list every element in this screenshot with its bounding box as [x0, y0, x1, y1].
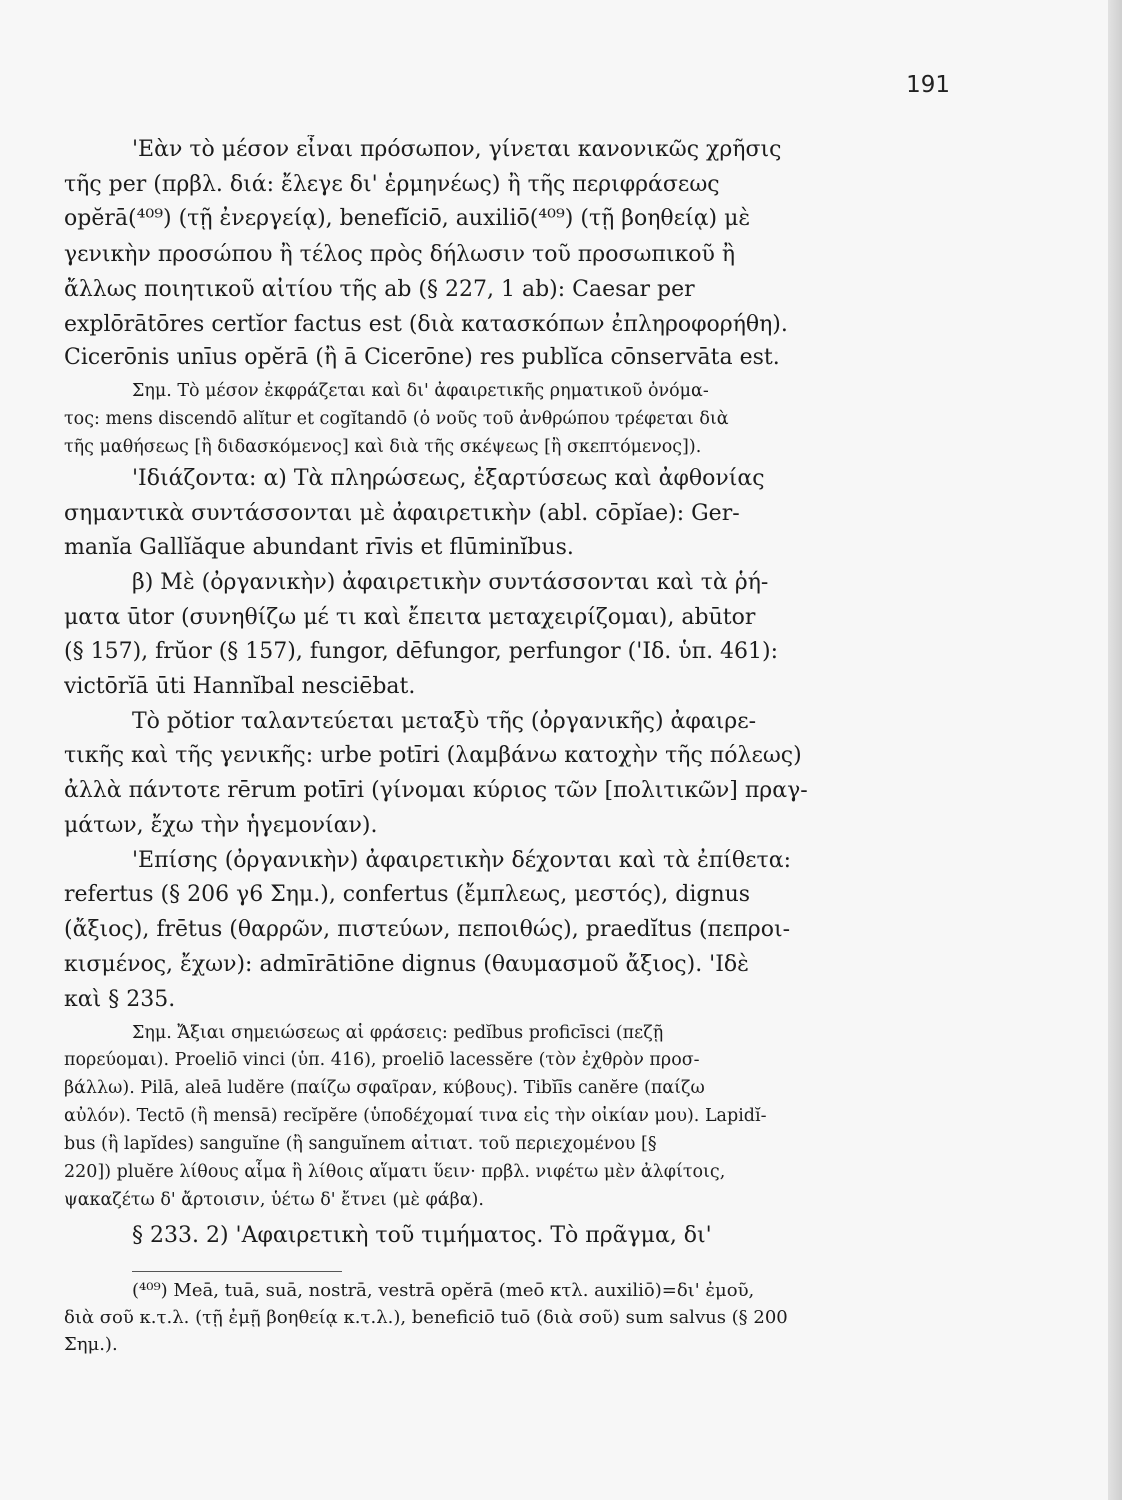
note-line: Σημ. Ἄξιαι σημειώσεως αἱ φράσεις: pedĭbus proficīsci (πεζῇ — [132, 1023, 664, 1043]
text-line: καὶ § 235. — [64, 987, 176, 1012]
note-line: ψακαζέτω δ' ἄρτοισιν, ὑέτω δ' ἔτνει (μὲ φάβα). — [64, 1190, 484, 1210]
note-line: 220]) pluĕre λίθους αἷμα ἢ λίθοις αἵματι ὕειν· πρβλ. νιφέτω μὲν ἀλφίτοις, — [64, 1162, 726, 1182]
section-heading-line: § 233. 2) 'Αφαιρετικὴ τοῦ τιμήματος. Τὸ πρᾶγμα, δι' — [132, 1223, 712, 1248]
footnote-rule — [132, 1271, 342, 1272]
note-line: τος: mens discendō alĭtur et cogĭtandō (ὁ νοῦς τοῦ ἀνθρώπου τρέφεται διὰ — [64, 409, 729, 429]
note-line: τῆς μαθήσεως [ἢ διδασκόμενος] καὶ διὰ τῆς σκέψεως [ἢ σκεπτόμενος]). — [64, 437, 702, 457]
note-line: Σημ. Τὸ μέσον ἐκφράζεται καὶ δι' ἀφαιρετικῆς ρηματικοῦ ὀνόμα- — [132, 381, 709, 401]
note-line: πορεύομαι). Proeliō vinci (ὑπ. 416), proeliō lacessĕre (τὸν ἐχθρὸν προσ- — [64, 1050, 700, 1070]
text-line: manĭa Gallĭăque abundant rīvis et flūminĭbus. — [64, 535, 574, 560]
page-edge — [1108, 0, 1122, 1500]
text-line: ματα ūtor (συνηθίζω μέ τι καὶ ἔπειτα μεταχειρίζομαι), abūtor — [64, 605, 756, 630]
footnote-line: (⁴⁰⁹) Meā, tuā, suā, nostrā, vestrā opĕrā (meō κτλ. auxiliō)=δι' ἐμοῦ, — [132, 1280, 755, 1301]
note-line: αὐλόν). Tectō (ἢ mensā) recĭpĕre (ὑποδέχομαί τινα εἰς τὴν οἰκίαν μου). Lapidĭ- — [64, 1106, 767, 1126]
text-line: Cicerōnis unīus opĕrā (ἢ ā Cicerōne) res publĭca cōnservāta est. — [64, 345, 780, 370]
text-line: τῆς per (πρβλ. διά: ἔλεγε δι' ἑρμηνέως) ἢ τῆς περιφράσεως — [64, 172, 720, 197]
note-line: βάλλω). Pilā, aleā ludĕre (παίζω σφαῖραν, κύβους). Tibĭīs canĕre (παίζω — [64, 1078, 705, 1098]
page-number: 191 — [906, 72, 950, 98]
text-line: (§ 157), frŭor (§ 157), fungor, dēfungor, perfungor ('Ιδ. ὑπ. 461): — [64, 639, 779, 664]
text-line: (ἄξιος), frētus (θαρρῶν, πιστεύων, πεποιθώς), praedĭtus (πεπροι- — [64, 917, 791, 942]
text-line: 'Εὰν τὸ μέσον εἶναι πρόσωπον, γίνεται κανονικῶς χρῆσις — [132, 137, 782, 162]
note-line: bus (ἢ lapĭdes) sanguĭne (ἢ sanguĭnem αἰτιατ. τοῦ περιεχομένου [§ — [64, 1134, 657, 1154]
text-line: 'Επίσης (ὀργανικὴν) ἀφαιρετικὴν δέχονται καὶ τὰ ἐπίθετα: — [132, 848, 791, 873]
footnote-line: Σημ.). — [64, 1334, 118, 1355]
text-line: τικῆς καὶ τῆς γενικῆς: urbe potīri (λαμβάνω κατοχὴν τῆς πόλεως) — [64, 743, 802, 768]
text-line: μάτων, ἔχω τὴν ἡγεμονίαν). — [64, 813, 378, 838]
text-line: opĕrā(⁴⁰⁹) (τῇ ἐνεργείᾳ), benefĭciō, auxiliō(⁴⁰⁹) (τῇ βοηθείᾳ) μὲ — [64, 206, 751, 231]
text-line: γενικὴν προσώπου ἢ τέλος πρὸς δήλωσιν τοῦ προσωπικοῦ ἢ — [64, 242, 736, 267]
text-line: Τὸ pŏtior ταλαντεύεται μεταξὺ τῆς (ὀργανικῆς) ἀφαιρε- — [132, 709, 757, 734]
text-line: β) Μὲ (ὀργανικὴν) ἀφαιρετικὴν συντάσσονται καὶ τὰ ῥή- — [132, 570, 769, 595]
text-line: refertus (§ 206 γ6 Σημ.), confertus (ἔμπλεως, μεστός), dignus — [64, 882, 751, 907]
text-line: σημαντικὰ συντάσσονται μὲ ἀφαιρετικὴν (abl. cōpĭae): Ger- — [64, 501, 740, 526]
text-line: explōrātōres certĭor factus est (διὰ κατασκόπων ἐπληροφορήθη). — [64, 312, 788, 337]
text-line: κισμένος, ἔχων): admīrātiōne dignus (θαυμασμοῦ ἄξιος). 'Ιδὲ — [64, 952, 749, 977]
text-line: ἄλλως ποιητικοῦ αἰτίου τῆς ab (§ 227, 1 ab): Caesar per — [64, 277, 695, 302]
text-line: 'Ιδιάζοντα: α) Τὰ πληρώσεως, ἐξαρτύσεως καὶ ἀφθονίας — [132, 466, 765, 491]
footnote-line: διὰ σοῦ κ.τ.λ. (τῇ ἐμῇ βοηθείᾳ κ.τ.λ.), beneficiō tuō (διὰ σοῦ) sum salvus (§ 200 — [64, 1307, 788, 1328]
text-line: ἀλλὰ πάντοτε rērum potīri (γίνομαι κύριος τῶν [πολιτικῶν] πραγ- — [64, 778, 808, 803]
text-line: victōrĭā ūti Hannĭbal nesciēbat. — [64, 674, 416, 699]
